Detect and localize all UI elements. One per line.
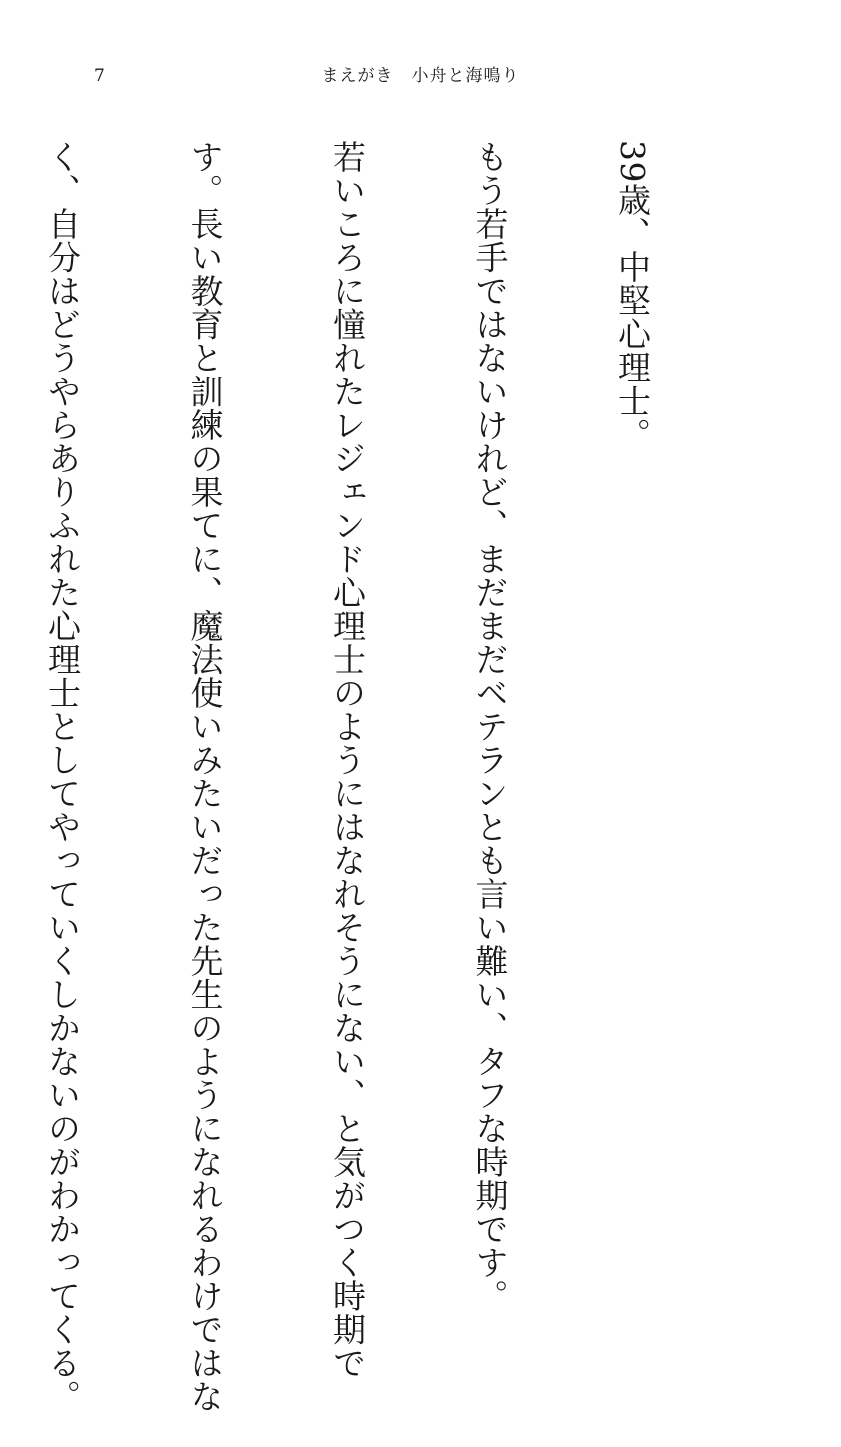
text-line: 39歳、中堅心理士。 [613, 140, 652, 451]
text-line: す。長い教育と訓練の果てに、魔法使いみたいだった先生のようになれるわけではな [185, 140, 225, 1413]
page-number: 7 [94, 66, 105, 86]
text-line: 若いころに憧れたレジェンド心理士のようにはなれそうにない、と気がつく時期で [328, 140, 367, 1380]
running-head: まえがき 小舟と海鳴り [321, 66, 520, 86]
text-line: もう若手ではないけれど、まだまだベテランとも言い難い、タフな時期です。 [470, 140, 510, 1313]
text-line: く、自分はどうやらありふれた心理士としてやっていくしかないのがわかってくる。 [43, 140, 82, 1413]
body-text [0, 140, 751, 1413]
